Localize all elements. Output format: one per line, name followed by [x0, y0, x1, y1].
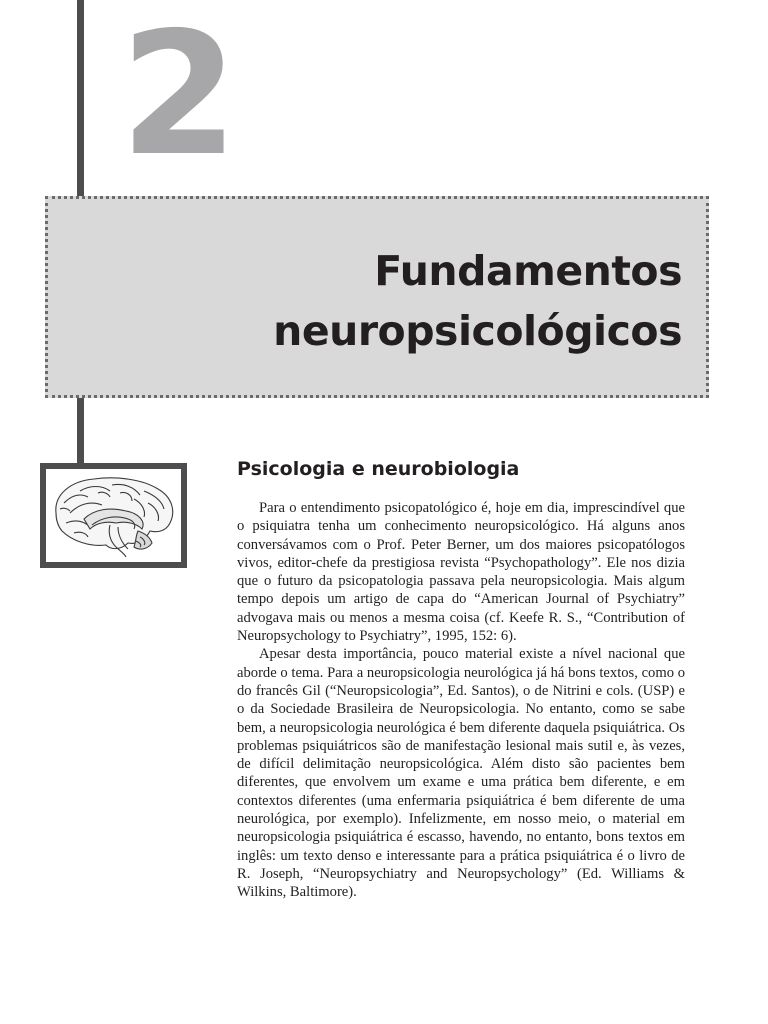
chapter-rule-middle [77, 398, 84, 464]
body-text [237, 499, 685, 902]
chapter-title-line-1: Fundamentos [374, 247, 682, 295]
chapter-rule-top [77, 0, 84, 198]
brain-illustration-frame [40, 463, 187, 568]
chapter-title-line-2: neuropsicológicos [273, 307, 682, 355]
paragraph-1: Para o entendimento psicopatológico é, hoje em dia, imprescindível que o psiquiatra tenha um conhecimento neuropsicológico. Há alguns anos conversávamos com o Prof. Peter Berner, um dos maiores psicopatólogos vivos, editor-chefe da prestigiosa revista “Psychopathology”. Ele nos dizia que o futuro da psicopatologia passava pela neuropsicologia. Mais algum tempo depois um artigo de capa do “American Journal of Psychiatry” advogava mais ou menos a mesma coisa (cf. Keefe R. S., “Contribution of Neuropsychology to Psychiatry”, 1995, 152: 6). [237, 500, 685, 645]
brain-icon [50, 473, 178, 559]
section-heading: Psicologia e neurobiologia [237, 458, 520, 480]
chapter-number: 2 [120, 0, 235, 194]
paragraph-2: Apesar desta importância, pouco material existe a nível nacional que aborde o tema. Para a neuropsicologia neurológica já há bons textos, como o do francês Gil (“Neuropsicologia”, Ed. Santos), o de Nitrini e cols. (USP) e o da Sociedade Brasileira de Neuropsicologia. No entanto, como se sabe bem, a neuropsicologia neurológica é bem diferente daquela psiquiátrica. Os problemas psiquiátricos são de manifestação lesional mais sutil e, às vezes, de difícil delimitação neuropsicológica. Além disto são pacientes bem diferentes, que envolvem um exame e uma prática bem diferente, e em contextos diferentes (uma enfermaria psiquiátrica é bem diferente de uma neurológica, por exemplo). Infelizmente, em nosso meio, o material em neuropsicologia psiquiátrica é escasso, havendo, no entanto, bons textos em inglês: um texto denso e interessante para a prática psiquiátrica é o livro de R. Joseph, “Neuropsychiatry and Neuropsychology” (Ed. Williams & Wilkins, Baltimore). [237, 646, 685, 901]
chapter-title-box [45, 196, 709, 398]
